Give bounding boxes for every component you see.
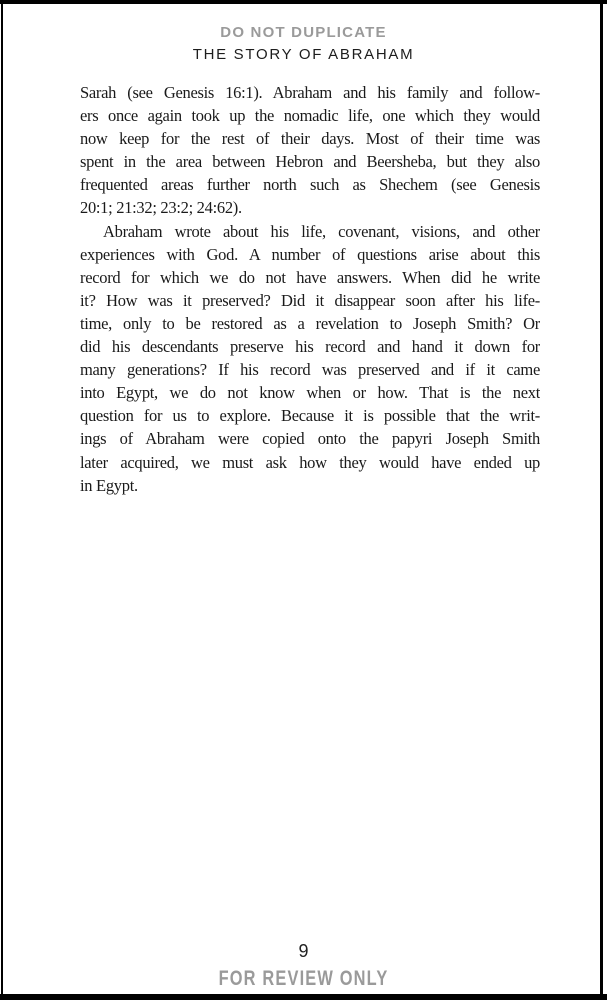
text-line: question for us to explore. Because it is possible that the writ- [80,406,540,426]
text-line: ings of Abraham were copied onto the papyri Joseph Smith [80,429,540,449]
text-line: in Egypt. [80,475,138,495]
paragraph [80,220,540,497]
text-line: Sarah (see Genesis 16:1). Abraham and his family and follow- [80,83,540,102]
text-line: record for which we do not have answers. When did he write [80,267,540,287]
running-header-title: THE STORY OF ABRAHAM [192,46,415,63]
text-line: now keep for the rest of their days. Most of their time was [80,129,540,149]
watermark-for-review-only: FOR REVIEW ONLY [218,967,389,990]
text-line: ers once again took up the nomadic life, one which they would [80,106,540,126]
text-line: spent in the area between Hebron and Beersheba, but they also [80,152,540,172]
scan-frame-left [1,0,3,1000]
text-line: into Egypt, we do not know when or how. That is the next [80,383,540,403]
text-line: frequented areas further north such as Shechem (see Genesis [80,175,540,195]
scan-frame-right [600,0,603,1000]
text-line: Abraham wrote about his life, covenant, visions, and other [103,221,540,241]
text-line: experiences with God. A number of questions arise about this [80,244,540,264]
scan-frame-top [0,0,607,4]
page-number: 9 [298,941,309,961]
watermark-do-not-duplicate: DO NOT DUPLICATE [220,24,387,41]
text-line: 20:1; 21:32; 23:2; 24:62). [80,198,242,218]
text-line: later acquired, we must ask how they would have ended up [80,452,540,472]
text-line: it? How was it preserved? Did it disappear soon after his life- [80,290,540,310]
text-line: did his descendants preserve his record and hand it down for [80,337,540,357]
paragraph [80,81,540,220]
text-line: time, only to be restored as a revelation to Joseph Smith? Or [80,313,540,333]
text-line: many generations? If his record was preserved and if it came [80,360,540,380]
body-text [80,81,540,497]
scan-frame-bottom [0,994,607,1000]
